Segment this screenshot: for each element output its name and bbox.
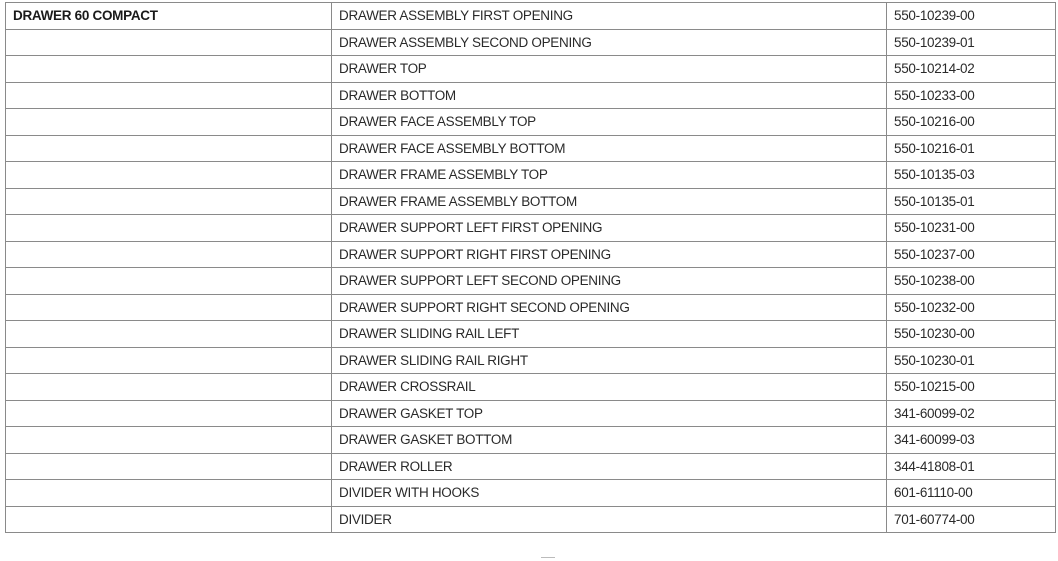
table-row xyxy=(6,374,1056,401)
table-row xyxy=(6,241,1056,268)
parts-table-body xyxy=(6,3,1056,533)
table-row xyxy=(6,3,1056,30)
table-row xyxy=(6,321,1056,348)
group-cell xyxy=(6,268,332,295)
description-cell: DRAWER BOTTOM xyxy=(332,82,887,109)
description-cell: DRAWER FRAME ASSEMBLY BOTTOM xyxy=(332,188,887,215)
group-cell xyxy=(6,241,332,268)
part-number-cell: 550-10230-00 xyxy=(887,321,1056,348)
description-cell: DRAWER TOP xyxy=(332,56,887,83)
group-cell xyxy=(6,135,332,162)
group-cell xyxy=(6,82,332,109)
table-row xyxy=(6,453,1056,480)
description-cell: DRAWER SUPPORT RIGHT SECOND OPENING xyxy=(332,294,887,321)
description-cell: DRAWER SLIDING RAIL LEFT xyxy=(332,321,887,348)
group-cell xyxy=(6,480,332,507)
table-row xyxy=(6,29,1056,56)
table-row xyxy=(6,347,1056,374)
part-number-cell: 550-10238-00 xyxy=(887,268,1056,295)
part-number-cell: 550-10239-01 xyxy=(887,29,1056,56)
part-number-cell: 550-10216-01 xyxy=(887,135,1056,162)
description-cell: DRAWER ROLLER xyxy=(332,453,887,480)
part-number-cell: 550-10215-00 xyxy=(887,374,1056,401)
group-cell xyxy=(6,215,332,242)
parts-table xyxy=(5,2,1056,533)
table-row xyxy=(6,294,1056,321)
part-number-cell: 341-60099-02 xyxy=(887,400,1056,427)
group-cell xyxy=(6,56,332,83)
part-number-cell: 701-60774-00 xyxy=(887,506,1056,533)
part-number-cell: 550-10237-00 xyxy=(887,241,1056,268)
table-row xyxy=(6,400,1056,427)
group-cell xyxy=(6,374,332,401)
table-row xyxy=(6,188,1056,215)
table-row xyxy=(6,82,1056,109)
group-cell xyxy=(6,347,332,374)
group-cell xyxy=(6,162,332,189)
description-cell: DRAWER GASKET BOTTOM xyxy=(332,427,887,454)
description-cell: DRAWER FACE ASSEMBLY TOP xyxy=(332,109,887,136)
group-cell xyxy=(6,506,332,533)
table-row xyxy=(6,506,1056,533)
description-cell: DIVIDER xyxy=(332,506,887,533)
table-row xyxy=(6,480,1056,507)
description-cell: DRAWER SLIDING RAIL RIGHT xyxy=(332,347,887,374)
part-number-cell: 550-10214-02 xyxy=(887,56,1056,83)
group-cell xyxy=(6,109,332,136)
group-cell xyxy=(6,29,332,56)
part-number-cell: 550-10135-03 xyxy=(887,162,1056,189)
table-row xyxy=(6,215,1056,242)
description-cell: DRAWER GASKET TOP xyxy=(332,400,887,427)
description-cell: DRAWER FACE ASSEMBLY BOTTOM xyxy=(332,135,887,162)
group-cell: DRAWER 60 COMPACT xyxy=(6,3,332,30)
part-number-cell: 550-10231-00 xyxy=(887,215,1056,242)
description-cell: DIVIDER WITH HOOKS xyxy=(332,480,887,507)
page-footer-mark xyxy=(541,557,555,560)
description-cell: DRAWER ASSEMBLY FIRST OPENING xyxy=(332,3,887,30)
group-cell xyxy=(6,427,332,454)
description-cell: DRAWER SUPPORT LEFT FIRST OPENING xyxy=(332,215,887,242)
table-row xyxy=(6,109,1056,136)
part-number-cell: 550-10233-00 xyxy=(887,82,1056,109)
table-row xyxy=(6,135,1056,162)
part-number-cell: 550-10232-00 xyxy=(887,294,1056,321)
part-number-cell: 601-61110-00 xyxy=(887,480,1056,507)
description-cell: DRAWER FRAME ASSEMBLY TOP xyxy=(332,162,887,189)
part-number-cell: 550-10239-00 xyxy=(887,3,1056,30)
part-number-cell: 550-10230-01 xyxy=(887,347,1056,374)
part-number-cell: 344-41808-01 xyxy=(887,453,1056,480)
description-cell: DRAWER ASSEMBLY SECOND OPENING xyxy=(332,29,887,56)
group-cell xyxy=(6,453,332,480)
table-row xyxy=(6,427,1056,454)
group-cell xyxy=(6,321,332,348)
table-row xyxy=(6,268,1056,295)
description-cell: DRAWER CROSSRAIL xyxy=(332,374,887,401)
description-cell: DRAWER SUPPORT LEFT SECOND OPENING xyxy=(332,268,887,295)
part-number-cell: 550-10216-00 xyxy=(887,109,1056,136)
table-row xyxy=(6,162,1056,189)
table-row xyxy=(6,56,1056,83)
group-cell xyxy=(6,188,332,215)
group-cell xyxy=(6,400,332,427)
group-cell xyxy=(6,294,332,321)
description-cell: DRAWER SUPPORT RIGHT FIRST OPENING xyxy=(332,241,887,268)
part-number-cell: 341-60099-03 xyxy=(887,427,1056,454)
part-number-cell: 550-10135-01 xyxy=(887,188,1056,215)
